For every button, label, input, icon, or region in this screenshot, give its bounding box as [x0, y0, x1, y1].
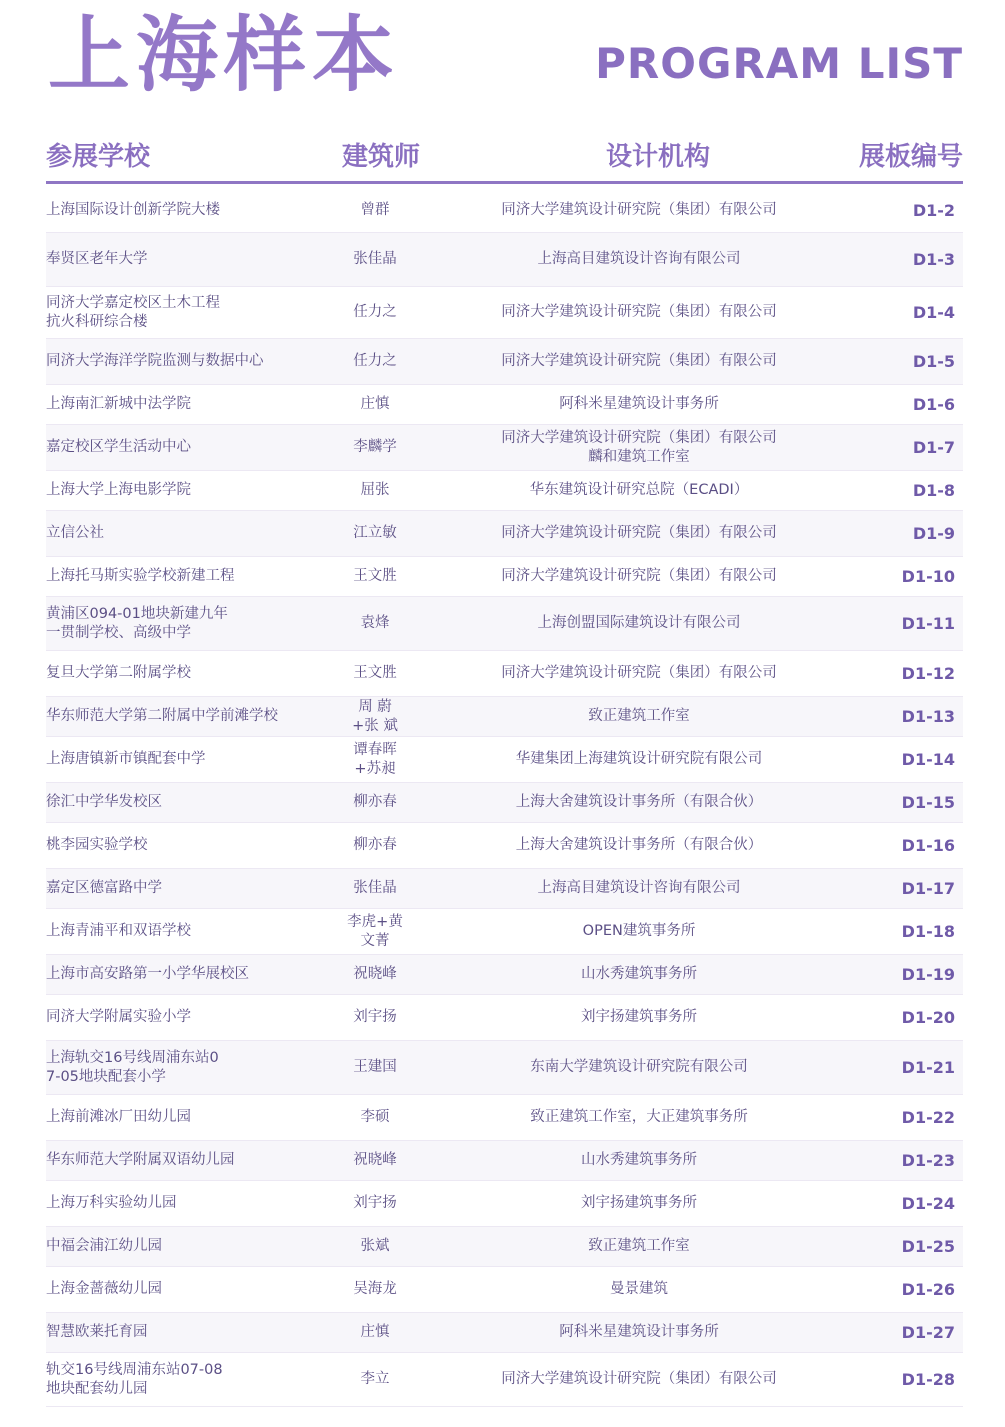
row-school: 上海轨交16号线周浦东站0 7-05地块配套小学 — [46, 1049, 219, 1085]
row-panel-number: D1-24 — [901, 1194, 955, 1213]
row-architect: 吴海龙 — [353, 1281, 397, 1297]
table-row — [46, 511, 963, 557]
row-firm: 东南大学建筑设计研究院有限公司 — [530, 1059, 748, 1075]
row-firm: 同济大学建筑设计研究院（集团）有限公司 — [501, 1371, 777, 1387]
row-panel-number: D1-21 — [901, 1058, 955, 1077]
row-firm: 致正建筑工作室，大正建筑事务所 — [530, 1109, 748, 1125]
row-firm: 刘宇扬建筑事务所 — [581, 1009, 697, 1025]
header-divider — [46, 181, 963, 184]
table-row — [46, 557, 963, 597]
row-panel-number: D1-15 — [901, 793, 955, 812]
table-row — [46, 1041, 963, 1095]
row-school: 黄浦区094-01地块新建九年 一贯制学校、高级中学 — [46, 605, 228, 641]
header-school: 参展学校 — [46, 141, 151, 172]
row-architect: 柳亦春 — [353, 794, 397, 810]
row-firm: 同济大学建筑设计研究院（集团）有限公司 — [501, 353, 777, 369]
row-firm: OPEN建筑事务所 — [582, 923, 696, 939]
row-firm: 曼景建筑 — [610, 1281, 668, 1297]
row-architect: 张佳晶 — [353, 880, 397, 896]
program-table — [46, 188, 963, 1407]
row-firm: 刘宇扬建筑事务所 — [581, 1195, 697, 1211]
table-row — [46, 783, 963, 823]
page-title: 上海样本 — [48, 8, 401, 103]
row-school: 上海南汇新城中法学院 — [46, 396, 191, 412]
table-row — [46, 955, 963, 995]
row-architect: 江立敏 — [353, 525, 397, 541]
table-row — [46, 1313, 963, 1353]
row-panel-number: D1-28 — [901, 1370, 955, 1389]
row-panel-number: D1-14 — [901, 750, 955, 769]
row-firm: 致正建筑工作室 — [588, 708, 690, 724]
table-row — [46, 471, 963, 511]
row-firm: 山水秀建筑事务所 — [581, 1152, 697, 1168]
row-architect: 曾群 — [360, 201, 390, 218]
table-row — [46, 1353, 963, 1407]
row-architect: 庄慎 — [360, 396, 390, 412]
row-architect: 张斌 — [360, 1238, 390, 1254]
table-row — [46, 339, 963, 385]
row-architect: 屈张 — [360, 482, 390, 498]
row-firm: 同济大学建筑设计研究院（集团）有限公司 — [501, 201, 777, 218]
row-school: 徐汇中学华发校区 — [46, 794, 162, 810]
row-architect: 任力之 — [353, 353, 397, 369]
row-firm: 同济大学建筑设计研究院（集团）有限公司 — [501, 525, 777, 541]
row-school: 立信公社 — [46, 525, 104, 541]
row-school: 轨交16号线周浦东站07-08 地块配套幼儿园 — [46, 1361, 223, 1397]
row-architect: 周 蔚+张 斌 — [352, 698, 398, 734]
row-panel-number: D1-9 — [912, 524, 955, 543]
table-row — [46, 651, 963, 697]
row-architect: 李虎+黄文菁 — [347, 913, 403, 949]
row-panel-number: D1-22 — [901, 1108, 955, 1127]
row-firm: 致正建筑工作室 — [588, 1238, 690, 1254]
table-row — [46, 823, 963, 869]
row-firm: 上海高目建筑设计咨询有限公司 — [537, 251, 741, 267]
row-school: 桃李园实验学校 — [46, 837, 148, 853]
row-panel-number: D1-12 — [901, 664, 955, 683]
row-school: 上海市高安路第一小学华展校区 — [46, 966, 249, 982]
row-firm: 阿科米星建筑设计事务所 — [559, 396, 719, 412]
table-row — [46, 1267, 963, 1313]
row-panel-number: D1-17 — [901, 879, 955, 898]
row-architect: 刘宇扬 — [353, 1195, 397, 1211]
row-panel-number: D1-19 — [901, 965, 955, 984]
table-row — [46, 995, 963, 1041]
table-row — [46, 425, 963, 471]
row-school: 中福会浦江幼儿园 — [46, 1238, 162, 1254]
row-architect: 谭春晖+苏昶 — [353, 741, 397, 777]
table-row — [46, 287, 963, 339]
table-row — [46, 697, 963, 737]
row-panel-number: D1-3 — [912, 250, 955, 269]
row-firm: 华建集团上海建筑设计研究院有限公司 — [515, 751, 763, 767]
row-panel-number: D1-5 — [912, 352, 955, 371]
row-panel-number: D1-2 — [912, 200, 955, 220]
table-row — [46, 188, 963, 233]
row-school: 上海国际设计创新学院大楼 — [46, 201, 220, 218]
row-firm: 阿科米星建筑设计事务所 — [559, 1324, 719, 1340]
table-row — [46, 597, 963, 651]
row-school: 嘉定区德富路中学 — [46, 880, 162, 896]
row-firm: 上海大舍建筑设计事务所（有限合伙） — [515, 794, 763, 810]
row-school: 上海金蔷薇幼儿园 — [46, 1281, 162, 1297]
row-panel-number: D1-6 — [912, 395, 955, 414]
row-school: 智慧欧莱托育园 — [46, 1324, 148, 1340]
row-architect: 祝晓峰 — [353, 966, 397, 982]
row-firm: 山水秀建筑事务所 — [581, 966, 697, 982]
row-panel-number: D1-20 — [901, 1008, 955, 1027]
row-architect: 李硕 — [360, 1109, 390, 1125]
table-row — [46, 737, 963, 783]
row-firm: 同济大学建筑设计研究院（集团）有限公司 — [501, 304, 777, 320]
header-architect: 建筑师 — [341, 141, 420, 172]
row-architect: 刘宇扬 — [353, 1009, 397, 1025]
row-school: 上海唐镇新市镇配套中学 — [46, 751, 206, 767]
row-architect: 王建国 — [353, 1059, 397, 1075]
table-row — [46, 1095, 963, 1141]
row-panel-number: D1-18 — [901, 922, 955, 941]
row-architect: 王文胜 — [353, 568, 397, 584]
row-architect: 王文胜 — [353, 665, 397, 681]
table-row — [46, 869, 963, 909]
row-architect: 庄慎 — [360, 1324, 390, 1340]
row-architect: 李麟学 — [353, 439, 397, 455]
row-architect: 任力之 — [353, 304, 397, 320]
row-school: 复旦大学第二附属学校 — [46, 665, 191, 681]
row-school: 同济大学海洋学院监测与数据中心 — [46, 353, 264, 369]
table-row — [46, 233, 963, 287]
row-school: 上海前滩冰厂田幼儿园 — [46, 1109, 191, 1125]
row-panel-number: D1-4 — [912, 303, 955, 322]
row-firm: 同济大学建筑设计研究院（集团）有限公司 麟和建筑工作室 — [501, 429, 777, 465]
row-firm: 华东建筑设计研究总院（ECADI） — [529, 482, 749, 498]
row-school: 华东师范大学第二附属中学前滩学校 — [46, 708, 278, 724]
program-list-heading: PROGRAM LIST — [595, 39, 963, 88]
table-row — [46, 1141, 963, 1181]
table-row — [46, 385, 963, 425]
row-panel-number: D1-26 — [901, 1280, 955, 1299]
row-panel-number: D1-13 — [901, 707, 955, 726]
row-panel-number: D1-25 — [901, 1237, 955, 1256]
row-firm: 上海创盟国际建筑设计有限公司 — [537, 615, 741, 631]
row-panel-number: D1-16 — [901, 836, 955, 855]
row-school: 上海托马斯实验学校新建工程 — [46, 568, 235, 584]
row-school: 同济大学嘉定校区土木工程 抗火科研综合楼 — [46, 294, 220, 330]
row-school: 奉贤区老年大学 — [46, 251, 148, 267]
row-firm: 同济大学建筑设计研究院（集团）有限公司 — [501, 665, 777, 681]
row-panel-number: D1-7 — [912, 438, 955, 457]
row-firm: 同济大学建筑设计研究院（集团）有限公司 — [501, 568, 777, 584]
row-panel-number: D1-23 — [901, 1151, 955, 1170]
row-architect: 张佳晶 — [353, 251, 397, 267]
row-school: 上海青浦平和双语学校 — [46, 923, 191, 939]
table-row — [46, 1227, 963, 1267]
header-firm: 设计机构 — [605, 141, 710, 172]
row-school: 上海万科实验幼儿园 — [46, 1195, 177, 1211]
row-panel-number: D1-8 — [912, 481, 955, 500]
table-row — [46, 909, 963, 955]
row-school: 同济大学附属实验小学 — [46, 1009, 191, 1025]
row-school: 华东师范大学附属双语幼儿园 — [46, 1152, 235, 1168]
row-school: 嘉定校区学生活动中心 — [46, 439, 191, 455]
row-panel-number: D1-11 — [901, 614, 955, 633]
row-panel-number: D1-10 — [901, 567, 955, 586]
header-panel: 展板编号 — [858, 141, 963, 172]
row-firm: 上海大舍建筑设计事务所（有限合伙） — [515, 837, 763, 853]
row-architect: 袁烽 — [360, 615, 390, 631]
row-architect: 李立 — [360, 1371, 390, 1387]
table-header — [46, 128, 963, 180]
row-school: 上海大学上海电影学院 — [46, 482, 191, 498]
row-architect: 柳亦春 — [353, 837, 397, 853]
row-firm: 上海高目建筑设计咨询有限公司 — [537, 880, 741, 896]
table-row — [46, 1181, 963, 1227]
row-panel-number: D1-27 — [901, 1323, 955, 1342]
row-architect: 祝晓峰 — [353, 1152, 397, 1168]
